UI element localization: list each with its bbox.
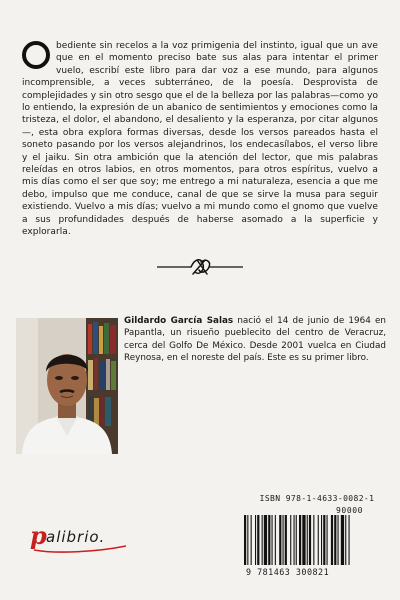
author-bio [124, 315, 386, 365]
barcode-bars [244, 515, 390, 565]
price-code: 90000 [336, 506, 364, 515]
svg-text:alibrio.: alibrio. [46, 528, 106, 546]
dropcap-o [22, 41, 50, 69]
author-photo [16, 318, 118, 454]
ornament-divider [155, 256, 245, 278]
palibrio-logo [26, 512, 136, 556]
author-name: Gildardo García Salas [124, 316, 234, 326]
blurb-text: bediente sin recelos a la voz primigenia del instinto, igual que un ave que en el momento preciso bate sus alas para intentar el primer vuelo, escribí este libro para dar voz a ese mundo, para algunos incomprensible, a veces subterráneo, de la poesía. Desprovista de complejidades y sin otro sesgo que el de la belleza por las palabras—como yo lo entiendo, la expresión de un abanico de sentimientos y emociones como la tristeza, el dolor, el abandono, el desaliento y la esperanza, por citar algunos—, esta obra explora formas diversas, desde los versos pareados hasta el soneto pasando por los versos alejandrinos, los endecasílabos, el verso libre y el jaiku. Sin otra ambición que la atención del lector, que mis palabras releídas en otros labios, en otros momentos, para otros espíritus, vuelvo a mis días como el ser que soy; me entrego a mi naturaleza, esencia a que me debo, impulso que me conduce, canal de que se sirve la musa para seguir existiendo. Vuelvo a mis días; vuelvo a mi mundo como el gnomo que vuelve a sus profundidades después de haberse asomado a la superficie y explorarla. [22, 41, 378, 238]
isbn-label: ISBN 978-1-4633-0082-1 [259, 494, 375, 503]
back-cover-blurb [22, 40, 378, 239]
svg-text:p: p [30, 521, 47, 550]
barcode-digits: 9 781463 300821 [246, 567, 330, 577]
author-bio-text: nació el 14 de junio de 1964 en Papantla, un risueño pueblecito del centro de Veracruz, cerca del Golfo De México. Desde 2001 vuelca en Ciudad Reynosa, en el noreste del país. Este es su primer libro. [124, 316, 386, 364]
barcode-block [242, 494, 392, 580]
